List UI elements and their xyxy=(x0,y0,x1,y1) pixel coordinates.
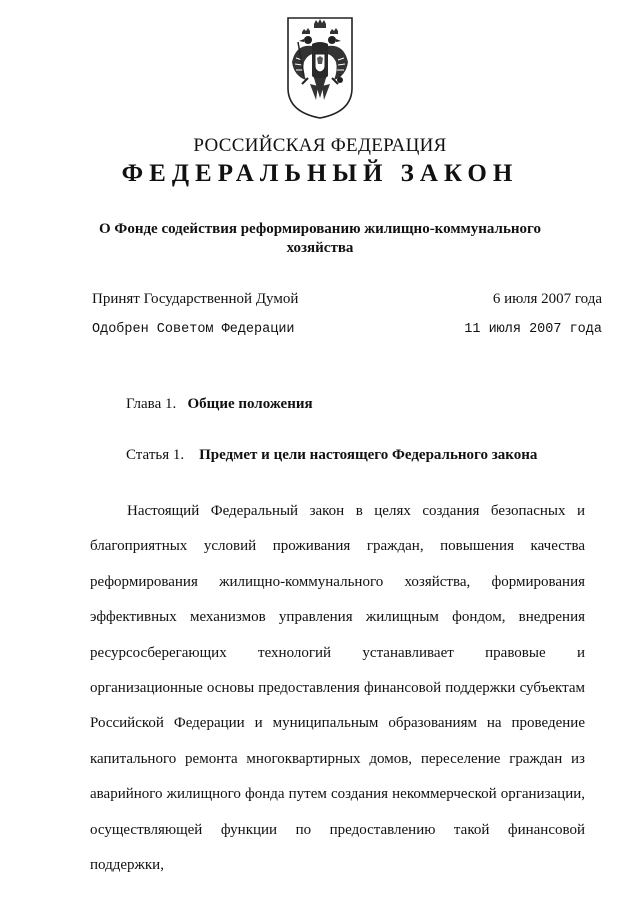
chapter-prefix: Глава 1. xyxy=(126,396,177,412)
chapter-heading xyxy=(126,396,313,413)
article-title: Предмет и цели настоящего Федерального закона xyxy=(199,447,538,463)
approval-date: 11 июля 2007 года xyxy=(464,322,602,337)
russian-coat-of-arms-icon xyxy=(284,14,356,122)
article-prefix: Статья 1. xyxy=(126,447,185,463)
approval-label: Одобрен Советом Федерации xyxy=(92,322,295,337)
approval-date: 6 июля 2007 года xyxy=(492,291,602,307)
document-type: ФЕДЕРАЛЬНЫЙ ЗАКОН xyxy=(121,160,519,187)
country-name: РОССИЙСКАЯ ФЕДЕРАЦИЯ xyxy=(193,135,447,156)
chapter-title: Общие положения xyxy=(187,396,313,412)
article-heading xyxy=(126,447,537,464)
approval-row-duma xyxy=(92,291,602,308)
article-paragraph: Настоящий Федеральный закон в целях создания безопасных и благоприятных условий проживания граждан, повышения качества реформирования жилищно-коммунального хозяйства, формирования эффективных механизмов управления жилищным фондом, внедрения ресурсосберегающих технологий устанавливает правовые и организационные основы предоставления финансовой поддержки субъектам Российской Федерации и муниципальным образованиям на проведение капитального ремонта многоквартирных домов, переселение граждан из аварийного жилищного фонда путем создания некоммерческой организации, осуществляющей функции по предоставлению такой финансовой поддержки, xyxy=(90,503,585,874)
approval-row-council xyxy=(92,322,602,337)
approval-label: Принят Государственной Думой xyxy=(92,291,299,307)
law-title: О Фонде содействия реформированию жилищно-коммунального хозяйства xyxy=(99,221,541,256)
